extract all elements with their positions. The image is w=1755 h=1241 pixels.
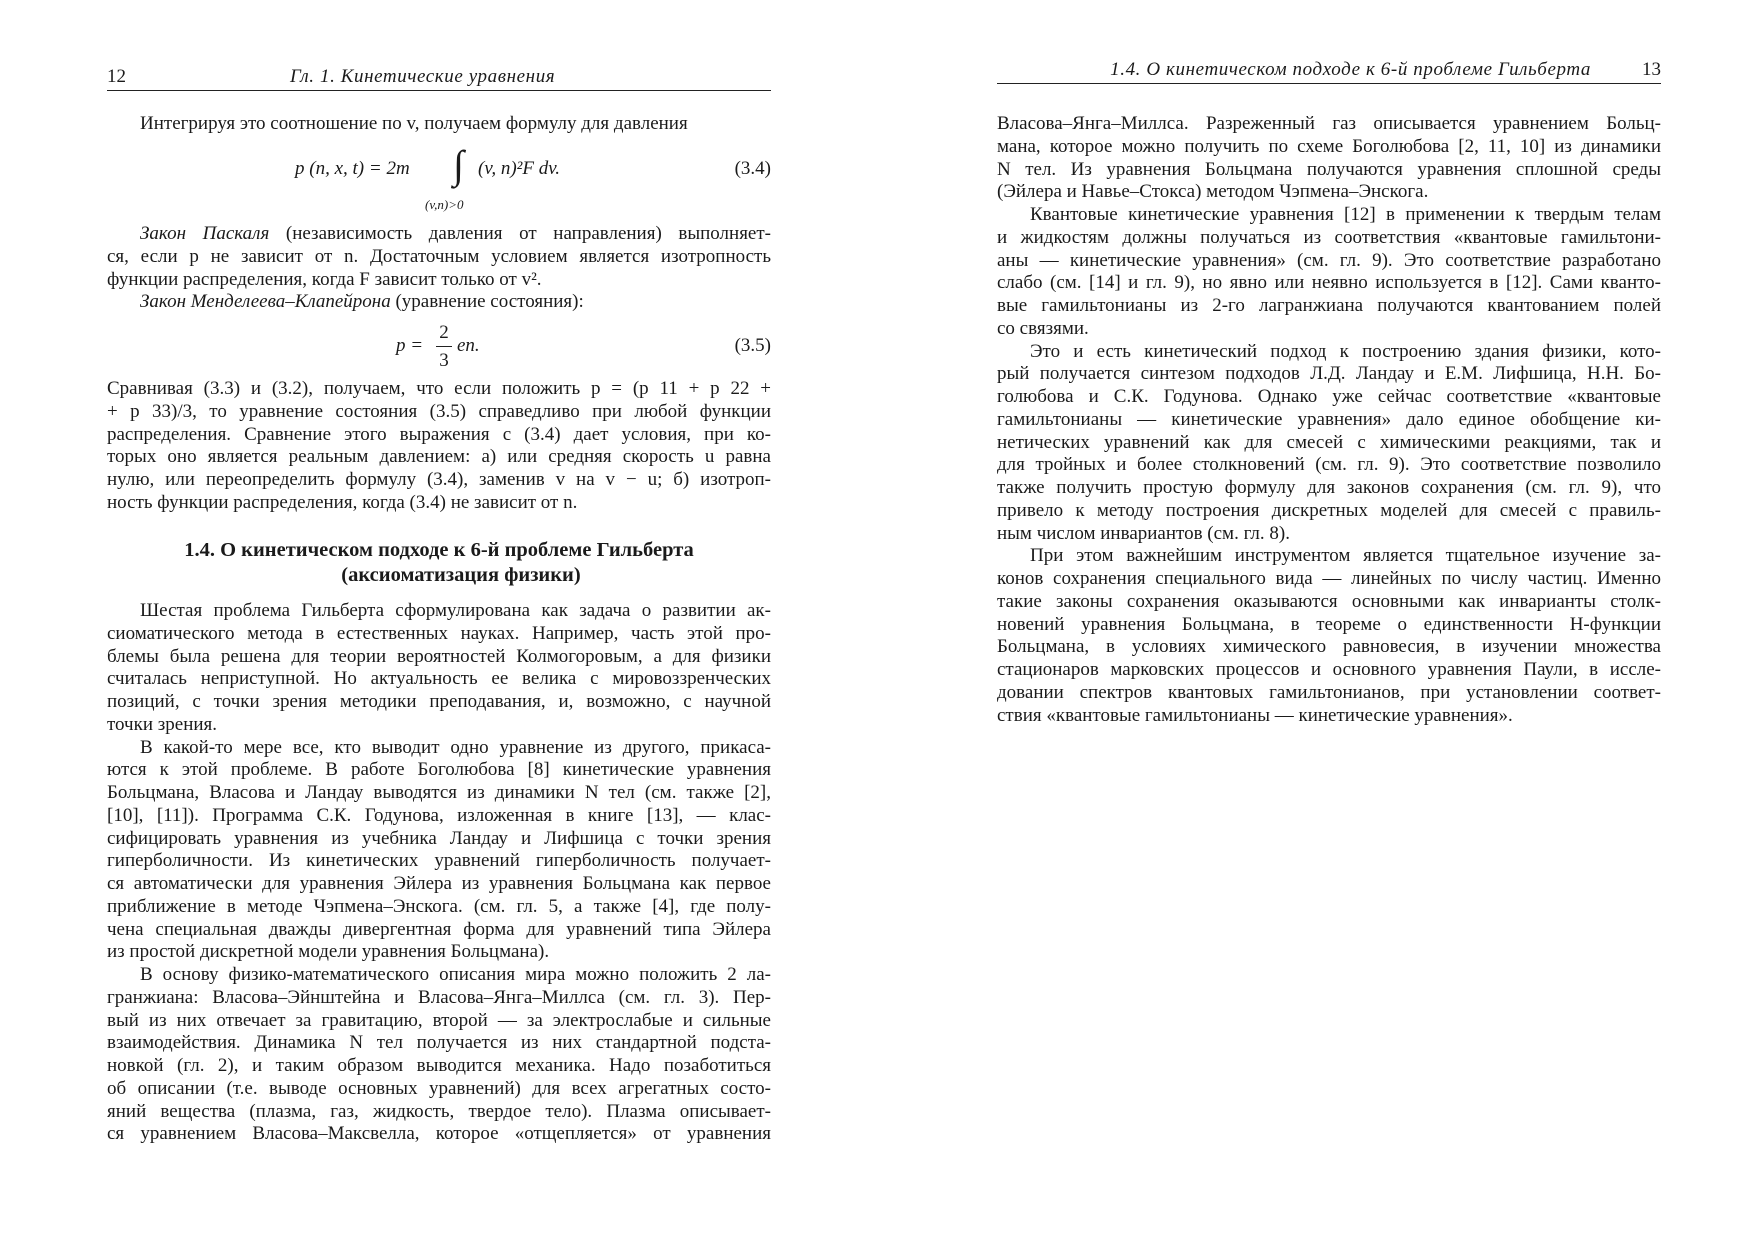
text-line: мана, которое можно получить по схеме Боголюбова [2, 11, 10] из динамики bbox=[997, 135, 1661, 157]
paragraph bbox=[107, 223, 771, 291]
section-heading: 1.4. О кинетическом подходе к 6-й проблеме Гильберта bbox=[184, 539, 694, 561]
paragraph-group bbox=[107, 223, 771, 314]
text-line: об описании (т.е. выводе основных уравнений) для всех агрегатных состо- bbox=[107, 1077, 771, 1099]
fraction-denominator: 3 bbox=[439, 350, 449, 371]
text-line: ным числом инвариантов (см. гл. 8). bbox=[997, 522, 1290, 544]
paragraph-group bbox=[107, 378, 771, 515]
page-number: 12 bbox=[107, 66, 126, 87]
paragraph bbox=[107, 600, 771, 737]
running-title: 1.4. О кинетическом подходе к 6-й проблеме Гильберта bbox=[1110, 59, 1591, 80]
text-line: ются к этой проблеме. В работе Боголюбова [8] кинетические уравнения bbox=[107, 759, 771, 781]
paragraph bbox=[107, 113, 771, 136]
text-line: Сравнивая (3.3) и (3.2), получаем, что если положить p = (p 11 + p 22 + bbox=[107, 378, 771, 399]
text-line: также получить простую формулу для законов сохранения (см. гл. 9), что bbox=[997, 477, 1661, 498]
text-line: взаимодействия. Динамика N тел получается из них стандартной подста- bbox=[107, 1032, 771, 1054]
integral-sign: ∫ bbox=[453, 142, 464, 187]
text-line: (Эйлера и Навье–Стокса) методом Чэпмена–Энскога. bbox=[997, 181, 1429, 203]
running-header bbox=[107, 66, 771, 91]
fraction-numerator: 2 bbox=[439, 322, 449, 343]
text-line: для тройных и более столкновений (см. гл. 9). Это соответствие позволило bbox=[997, 454, 1661, 476]
equation-lhs: p (n, x, t) = 2m bbox=[295, 158, 410, 179]
italic-term: Закон Менделеева–Клапейрона bbox=[140, 291, 391, 313]
text-line: Квантовые кинетические уравнения [12] в применении к твердым телам bbox=[1030, 204, 1661, 225]
text-line: голюбова и С.К. Годунова. Однако уже сейчас соответствие «квантовые bbox=[997, 386, 1661, 407]
text-line: гамильтонианы — кинетические уравнения» дало единое обобщение ки- bbox=[997, 408, 1661, 430]
left-page bbox=[107, 0, 771, 1241]
text-line: сифицировать уравнения из учебника Ландау и Лифшица с точки зрения bbox=[107, 827, 771, 849]
paragraph bbox=[107, 378, 771, 515]
text-line: ность функции распределения, когда (3.4) не зависит от n. bbox=[107, 491, 578, 513]
paragraph bbox=[107, 737, 771, 965]
equation-integrand: (v, n)²F dv. bbox=[478, 158, 561, 179]
text-line: + p 33)/3, то уравнение состояния (3.5) справедливо при любой функции bbox=[107, 400, 771, 422]
text-line: ся автоматически для уравнения Эйлера из уравнения Больцмана как первое bbox=[107, 873, 771, 894]
paragraph-group bbox=[107, 113, 771, 136]
integral-limit: (v,n)>0 bbox=[425, 197, 464, 212]
text-line: слабо (см. [14] и гл. 9), но явно или неявно используется в [12]. Сами кванто- bbox=[997, 272, 1661, 294]
text-line: довании спектров квантовых гамильтонианов, при установлении соответ- bbox=[997, 681, 1661, 703]
paragraph bbox=[997, 341, 1661, 546]
text-line: торых оно является реальным давлением: а) или средняя скорость u равна bbox=[107, 446, 771, 468]
text-line: считалась неприступной. Но актуальность ее велика с мировоззренческих bbox=[107, 668, 771, 690]
text-line: распределения. Сравнение этого выражения с (3.4) дает условия, при ко- bbox=[107, 423, 771, 445]
text-line: блемы была решена для теории вероятностей Колмогоровым, а для физики bbox=[107, 645, 771, 667]
text-line: аны — кинетические уравнения» (см. гл. 9). Это соответствие разработано bbox=[997, 249, 1661, 271]
paragraph bbox=[107, 964, 771, 1146]
text-line: Это и есть кинетический подход к построению здания физики, кото- bbox=[1030, 340, 1661, 362]
text-line: гиперболичности. Из кинетических уравнений гиперболичность получает- bbox=[107, 850, 771, 872]
text-line: ствия «квантовые гамильтонианы — кинетические уравнения». bbox=[997, 704, 1513, 726]
equation-number: (3.4) bbox=[734, 158, 771, 179]
equation-lhs: p = bbox=[396, 335, 424, 356]
text-line bbox=[107, 223, 771, 246]
text-line: сиоматического метода в естественных науках. Например, часть этой про- bbox=[107, 622, 771, 644]
text-line: и жидкостям должны получаться из соответствия «квантовые гамильтони- bbox=[997, 226, 1661, 248]
text-run: (независимость давления от направления) выполняет- bbox=[269, 223, 772, 244]
paragraph-group bbox=[997, 113, 1661, 727]
text-line: приближение в методе Чэпмена–Энскога. (см. гл. 5, а также [4], где полу- bbox=[107, 895, 771, 917]
paragraph bbox=[997, 113, 1661, 204]
text-line: точки зрения. bbox=[107, 713, 218, 735]
text-line: стационаров марковских процессов и основного уравнения Паули, в иссле- bbox=[997, 659, 1661, 680]
text-line: вый из них отвечает за гравитацию, второй — за электрослабые и сильные bbox=[107, 1009, 771, 1031]
text-line: такие законы сохранения оказываются основными как инварианты столк- bbox=[997, 590, 1661, 612]
text-line: В какой-то мере все, кто выводит одно уравнение из другого, прикаса- bbox=[140, 736, 771, 758]
text-line: Больцмана, в условиях химического равновесия, в изучении множества bbox=[997, 636, 1661, 658]
text-line: Больцмана, Власова и Ландау выводятся из динамики N тел (см. также [2], bbox=[107, 782, 771, 803]
running-header bbox=[997, 59, 1661, 84]
text-line: Шестая проблема Гильберта сформулирована как задача о развитии ак- bbox=[140, 600, 771, 621]
text-line: яний вещества (плазма, газ, жидкость, твердое тело). Плазма описывает- bbox=[107, 1100, 771, 1122]
text-line: При этом важнейшим инструментом является тщательное изучение за- bbox=[1030, 545, 1661, 567]
text-line: конов сохранения специального вида — линейных по числу частиц. Именно bbox=[997, 568, 1661, 589]
text-line: Власова–Янга–Миллса. Разреженный газ описывается уравнением Больц- bbox=[997, 113, 1661, 134]
text-line: ся уравнением Власова–Максвелла, которое «отщепляется» от уравнения bbox=[107, 1123, 771, 1145]
fraction-bar bbox=[436, 346, 452, 347]
text-line: позиций, с точки зрения методики преподавания, и, возможно, с научной bbox=[107, 691, 771, 712]
text-line: новений уравнения Больцмана, в теореме о единственности H-функции bbox=[997, 613, 1661, 635]
text-line: со связями. bbox=[997, 317, 1089, 339]
text-line: гранжиана: Власова–Эйнштейна и Власова–Янга–Миллса (см. гл. 3). Пер- bbox=[107, 986, 771, 1008]
paragraph bbox=[997, 204, 1661, 341]
page-number: 13 bbox=[1642, 59, 1661, 80]
text-line: привело к методу построения дискретных моделей для смесей с правиль- bbox=[997, 499, 1661, 521]
text-line: нетических уравнений как для смесей с химическими реакциями, так и bbox=[997, 431, 1661, 453]
text-line: новкой (гл. 2), и таким образом выводится механика. Надо позаботиться bbox=[107, 1055, 771, 1076]
section-heading-subtitle: (аксиоматизация физики) bbox=[341, 564, 581, 586]
italic-term: Закон Паскаля bbox=[140, 223, 270, 244]
text-line: вые гамильтонианы из 2-го лагранжиана получаются квантованием полей bbox=[997, 295, 1661, 316]
text-line bbox=[107, 291, 771, 314]
text-line: рый получается синтезом подходов Л.Д. Ландау и Е.М. Лифшица, Н.Н. Бо- bbox=[997, 363, 1661, 385]
text-line: из простой дискретной модели уравнения Больцмана). bbox=[107, 941, 550, 963]
text-line: В основу физико-математического описания мира можно положить 2 ла- bbox=[140, 964, 771, 985]
right-page bbox=[997, 0, 1661, 1241]
equation-number: (3.5) bbox=[734, 335, 771, 356]
text-run: (уравнение состояния): bbox=[390, 291, 584, 313]
text-line: нулю, или переопределить формулу (3.4), заменив v на v − u; б) изотроп- bbox=[107, 469, 771, 490]
equation-rhs: en. bbox=[457, 335, 480, 356]
text-line: функции распределения, когда F зависит только от v². bbox=[107, 268, 542, 290]
running-title: Гл. 1. Кинетические уравнения bbox=[290, 66, 556, 87]
text-line: Интегрируя это соотношение по v, получаем формулу для давления bbox=[140, 113, 688, 134]
paragraph bbox=[997, 545, 1661, 727]
text-line: чена специальная дважды дивергентная форма для уравнений типа Эйлера bbox=[107, 918, 771, 940]
paragraph bbox=[107, 291, 771, 314]
text-line: [10], [11]). Программа С.К. Годунова, изложенная в книге [13], — клас- bbox=[107, 804, 771, 826]
paragraph-group bbox=[107, 600, 771, 1146]
text-line: ся, если p не зависит от n. Достаточным условием является изотропность bbox=[107, 245, 771, 267]
text-line: N тел. Из уравнения Больцмана получаются уравнения сплошной среды bbox=[997, 158, 1661, 180]
